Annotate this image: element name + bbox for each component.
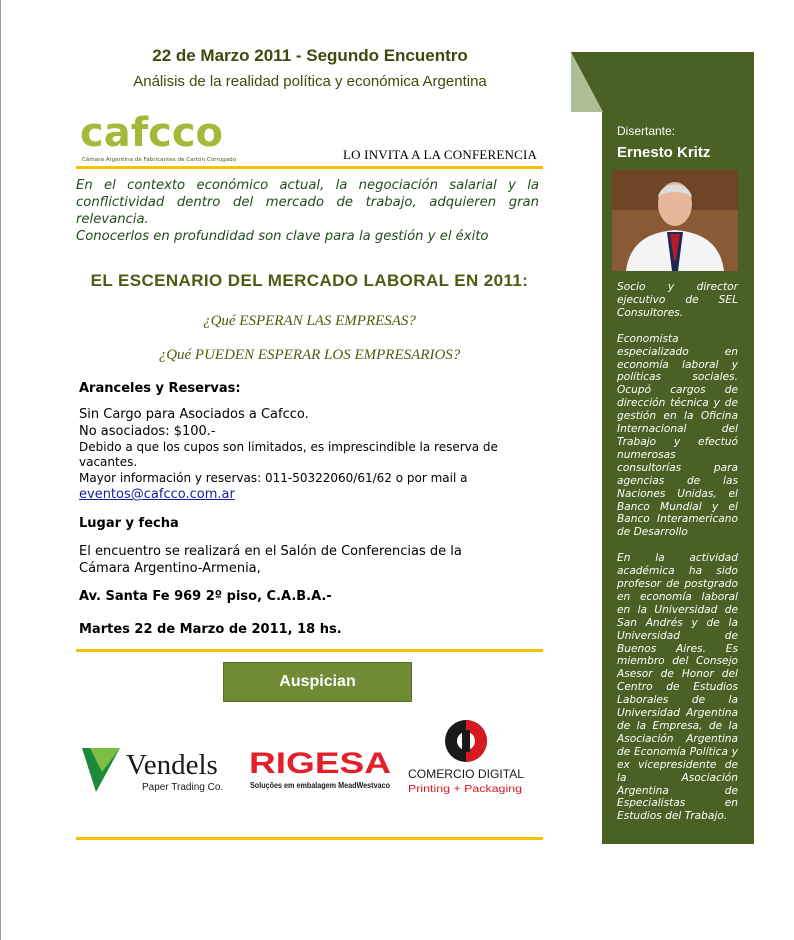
fees-non-members: No asociados: $100.-	[79, 424, 216, 439]
logo-tagline: Cámara Argentina de Fabricantes de Cartón Corrugado	[82, 157, 237, 163]
event-subtitle: Análisis de la realidad política y económica Argentina	[133, 73, 487, 90]
fees-members: Sin Cargo para Asociados a Cafcco.	[79, 407, 309, 422]
cafcco-logo	[78, 104, 258, 170]
logo-wordmark: cafcco	[80, 110, 224, 156]
fees-note: Debido a que los cupos son limitados, es imprescindible la reserva de vacantes.	[79, 440, 498, 469]
gold-divider	[76, 166, 543, 169]
event-date-title: 22 de Marzo 2011 - Segundo Encuentro	[152, 46, 468, 65]
place-description: El encuentro se realizará en el Salón de Conferencias de la Cámara Argentino-Armenia,	[79, 544, 462, 576]
invite-text: LO INVITA A LA CONFERENCIA	[343, 147, 538, 162]
gold-divider	[76, 649, 543, 652]
fees-heading: Aranceles y Reservas:	[79, 381, 241, 396]
rigesa-logo	[248, 742, 393, 798]
sponsors-label	[223, 662, 412, 702]
vendels-sub: Paper Trading Co.	[142, 782, 224, 793]
intro-paragraph: En el contexto económico actual, la negociación salarial y la conflictividad dentro del mercado de trabajo, adquieren gran relevancia.	[76, 178, 539, 227]
rigesa-sub: Soluções em embalagem MeadWestvaco	[250, 780, 390, 790]
place-heading: Lugar y fecha	[79, 516, 179, 531]
sidebar-fold	[571, 52, 603, 112]
conference-title: EL ESCENARIO DEL MERCADO LABORAL EN 2011:	[90, 271, 529, 290]
reservation-info: Mayor información y reservas: 011-50322060/61/62 o por mail a	[79, 471, 468, 485]
speaker-photo	[612, 170, 738, 271]
sponsors-label-text: Auspician	[279, 673, 356, 690]
intro-text	[76, 177, 539, 245]
place-address: Av. Santa Fe 969 2º piso, C.A.B.A.-	[79, 589, 332, 604]
reservation-email-link[interactable]: eventos@cafcco.com.ar	[79, 487, 235, 502]
question-companies: ¿Qué ESPERAN LAS EMPRESAS?	[203, 313, 416, 329]
question-business-owners: ¿Qué PUEDEN ESPERAR LOS EMPRESARIOS?	[158, 347, 461, 363]
event-datetime: Martes 22 de Marzo de 2011, 18 hs.	[79, 622, 342, 637]
intro-paragraph: Conocerlos en profundidad son clave para la gestión y el éxito	[76, 229, 489, 244]
speaker-name: Ernesto Kritz	[617, 144, 711, 161]
speaker-bio	[617, 281, 738, 836]
bio-paragraph: En la actividad académica ha sido profesor de postgrado en economía laboral en la Universidad de San Andrés y de la Universidad de Buenos Aires. Es miembro del Consejo Asesor de Honor del Centro de Estudios Laborales de la Universidad Argentina de la Empresa, de la Asociación Argentina de Economía Política y ex vicepresidente de la Asociación Argentina de Especialistas en Estudios del Trabajo.	[617, 552, 738, 823]
vendels-logo	[80, 742, 240, 798]
rigesa-name: RIGESA	[249, 747, 391, 780]
vendels-name: Vendels	[126, 749, 218, 781]
bio-paragraph: Socio y director ejecutivo de SEL Consultores.	[617, 281, 738, 319]
comercio-digital-logo	[404, 716, 528, 800]
comercio-name: COMERCIO DIGITAL	[408, 767, 525, 781]
speaker-label: Disertante:	[617, 124, 676, 138]
comercio-sub: Printing + Packaging	[408, 784, 522, 795]
gold-divider	[76, 837, 543, 840]
bio-paragraph: Economista especializado en economía laboral y políticas sociales. Ocupó cargos de dirección técnica y de gestión en la Oficina Internacional del Trabajo y efectuó numerosas consultorías para agencias de las Naciones Unidas, el Banco Mundial y el Banco Interamericano de Desarrollo	[617, 332, 738, 539]
page-border	[0, 0, 1, 940]
